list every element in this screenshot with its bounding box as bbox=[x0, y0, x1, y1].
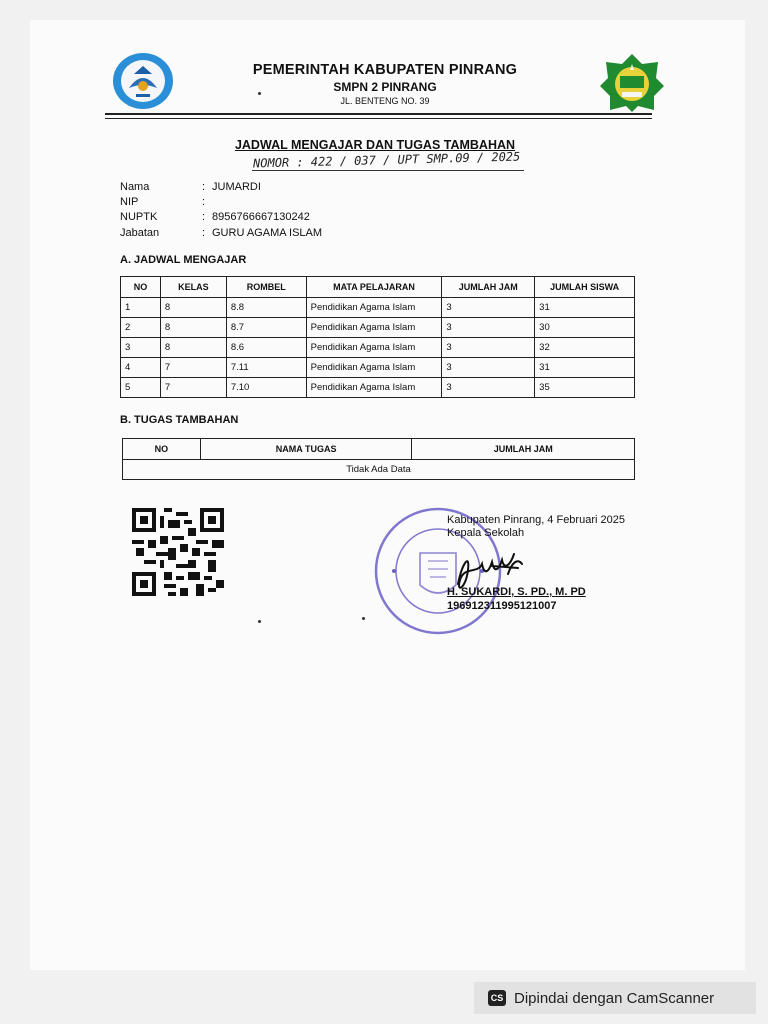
identity-value: JUMARDI bbox=[212, 181, 261, 193]
empty-data-cell: Tidak Ada Data bbox=[123, 460, 635, 480]
table-cell: 3 bbox=[442, 378, 535, 398]
table-cell: 8 bbox=[160, 318, 226, 338]
header-address: JL. BENTENG NO. 39 bbox=[340, 96, 430, 106]
table-row bbox=[121, 338, 635, 358]
identity-colon: : bbox=[202, 196, 206, 208]
document-number-underline bbox=[252, 170, 524, 171]
table-cell: 4 bbox=[121, 358, 161, 378]
table-row bbox=[121, 378, 635, 398]
additional-duties-table bbox=[122, 438, 635, 480]
signature-place-date: Kabupaten Pinrang, 4 Februari 2025 bbox=[447, 514, 625, 526]
identity-colon: : bbox=[202, 227, 206, 239]
table-cell: 8 bbox=[160, 338, 226, 358]
table-cell: 8.8 bbox=[226, 298, 306, 318]
table-cell: 8.6 bbox=[226, 338, 306, 358]
identity-label: Nama bbox=[120, 181, 150, 193]
column-header: NO bbox=[121, 277, 161, 298]
identity-label: NUPTK bbox=[120, 211, 158, 223]
qr-code bbox=[132, 508, 224, 596]
identity-value: GURU AGAMA ISLAM bbox=[212, 227, 323, 239]
camscanner-icon: CS bbox=[488, 990, 506, 1006]
camscanner-text: Dipindai dengan CamScanner bbox=[514, 989, 715, 1007]
table-cell: 3 bbox=[442, 318, 535, 338]
table-cell: Pendidikan Agama Islam bbox=[306, 358, 442, 378]
table-cell: 30 bbox=[535, 318, 635, 338]
table-cell: 32 bbox=[535, 338, 635, 358]
section-b-title: B. TUGAS TAMBAHAN bbox=[120, 414, 239, 426]
signatory-name: H. SUKARDI, S. PD., M. PD bbox=[447, 586, 586, 598]
scan-speck bbox=[362, 617, 365, 620]
table-cell: 7 bbox=[160, 358, 226, 378]
column-header: MATA PELAJARAN bbox=[306, 277, 442, 298]
table-row bbox=[121, 358, 635, 378]
signatory-nip: 196912311995121007 bbox=[447, 600, 557, 612]
table-cell: 8.7 bbox=[226, 318, 306, 338]
column-header: NO bbox=[123, 439, 201, 460]
scan-speck bbox=[258, 620, 261, 623]
table-cell: Pendidikan Agama Islam bbox=[306, 338, 442, 358]
column-header: JUMLAH JAM bbox=[412, 439, 635, 460]
table-cell: 2 bbox=[121, 318, 161, 338]
table-cell: 31 bbox=[535, 298, 635, 318]
table-header-row bbox=[121, 277, 635, 298]
teaching-schedule-table bbox=[120, 276, 635, 398]
table-cell: 7 bbox=[160, 378, 226, 398]
table-cell: 5 bbox=[121, 378, 161, 398]
section-a-title: A. JADWAL MENGAJAR bbox=[120, 254, 247, 266]
table-row bbox=[123, 460, 635, 480]
identity-label: NIP bbox=[120, 196, 139, 208]
scan-speck bbox=[258, 92, 261, 95]
table-cell: 1 bbox=[121, 298, 161, 318]
header-divider-thin bbox=[105, 118, 652, 119]
identity-colon: : bbox=[202, 211, 206, 223]
camscanner-badge bbox=[474, 982, 756, 1014]
table-cell: 31 bbox=[535, 358, 635, 378]
table-cell: 3 bbox=[442, 298, 535, 318]
identity-value: 8956766667130242 bbox=[212, 211, 310, 223]
table-row bbox=[121, 298, 635, 318]
table-cell: Pendidikan Agama Islam bbox=[306, 378, 442, 398]
table-cell: Pendidikan Agama Islam bbox=[306, 318, 442, 338]
header-divider-thick bbox=[105, 113, 652, 115]
identity-colon: : bbox=[202, 181, 206, 193]
table-cell: 8 bbox=[160, 298, 226, 318]
column-header: JUMLAH JAM bbox=[442, 277, 535, 298]
tut-wuri-handayani-logo bbox=[112, 52, 174, 110]
column-header: JUMLAH SISWA bbox=[535, 277, 635, 298]
signature-role: Kepala Sekolah bbox=[447, 527, 525, 539]
table-cell: 7.10 bbox=[226, 378, 306, 398]
document-number: NOMOR : 422 / 037 / UPT SMP.09 / 2025 bbox=[252, 149, 521, 171]
table-header-row bbox=[123, 439, 635, 460]
column-header: ROMBEL bbox=[226, 277, 306, 298]
document-title: JADWAL MENGAJAR DAN TUGAS TAMBAHAN bbox=[234, 138, 516, 152]
table-cell: 3 bbox=[442, 338, 535, 358]
header-government: PEMERINTAH KABUPATEN PINRANG bbox=[252, 62, 518, 78]
table-cell: Pendidikan Agama Islam bbox=[306, 298, 442, 318]
table-row bbox=[121, 318, 635, 338]
table-cell: 7.11 bbox=[226, 358, 306, 378]
table-cell: 35 bbox=[535, 378, 635, 398]
table-cell: 3 bbox=[121, 338, 161, 358]
kemenag-logo bbox=[598, 52, 666, 114]
column-header: NAMA TUGAS bbox=[200, 439, 412, 460]
identity-label: Jabatan bbox=[120, 227, 160, 239]
column-header: KELAS bbox=[160, 277, 226, 298]
table-cell: 3 bbox=[442, 358, 535, 378]
header-school: SMPN 2 PINRANG bbox=[333, 80, 437, 94]
